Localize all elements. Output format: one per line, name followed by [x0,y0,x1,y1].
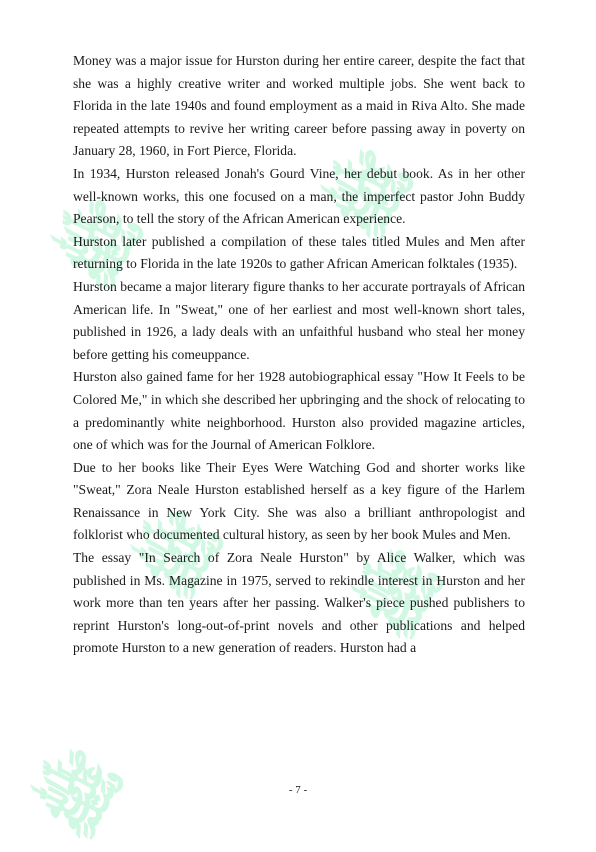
paragraph: Money was a major issue for Hurston during her entire career, despite the fact that she was a highly creative writer and worked multiple jobs. She went back to Florida in the late 1940s and found employment as a maid in Riva Alto. She made repeated attempts to revive her writing career before passing away in poverty on January 28, 1960, in Fort Pierce, Florida. [73,53,525,159]
watermark-logo: ﷺ [315,137,429,253]
paragraph: Hurston also gained fame for her 1928 autobiographical essay "How It Feels to be Colored Me," in which she described her upbringing and the shock of relocating to a predominantly white neighborhood. Hurston also provided magazine articles, one of which was for the Journal of American Folklore. [73,369,525,453]
watermark-logo: ﷺ [25,737,139,852]
paragraph: Hurston became a major literary figure thanks to her accurate portrayals of African American life. In "Sweat," one of her earliest and most well-known short tales, published in 1926, a lady deals with an unfaithful husband who steal her money before getting his comeuppance. [73,278,525,362]
paragraph: Due to her books like Their Eyes Were Watching God and shorter works like "Sweat," Zora Neale Hurston established herself as a key figure of the Harlem Renaissance in New York City. She was also a brilliant anthropologist and folklorist who documented cultural history, as seen by her book Mules and Men. [73,459,525,543]
paragraph: The essay "In Search of Zora Neale Hurston" by Alice Walker, which was published in Ms. Magazine in 1975, served to rekindle interest in Hurston and her work more than ten years after her passing. Walker's piece pushed publishers to reprint Hurston's long-out-of-print novels and other publications and helped promote Hurston to a new generation of readers. Hurston had a [73,550,525,656]
watermark-logo: ﷺ [125,497,239,613]
paragraph: In 1934, Hurston released Jonah's Gourd Vine, her debut book. As in her other well-known works, this one focused on a man, the imperfect pastor John Buddy Pearson, to tell the story of the African American experience. [73,165,525,227]
watermark-logo: ﷺ [345,537,459,653]
watermark-logo: ﷺ [45,187,159,303]
document-body [73,50,525,660]
paragraph: Hurston later published a compilation of these tales titled Mules and Men after returning to Florida in the late 1920s to gather African American folktales (1935). [73,233,525,272]
page-number: - 7 - [288,784,308,796]
